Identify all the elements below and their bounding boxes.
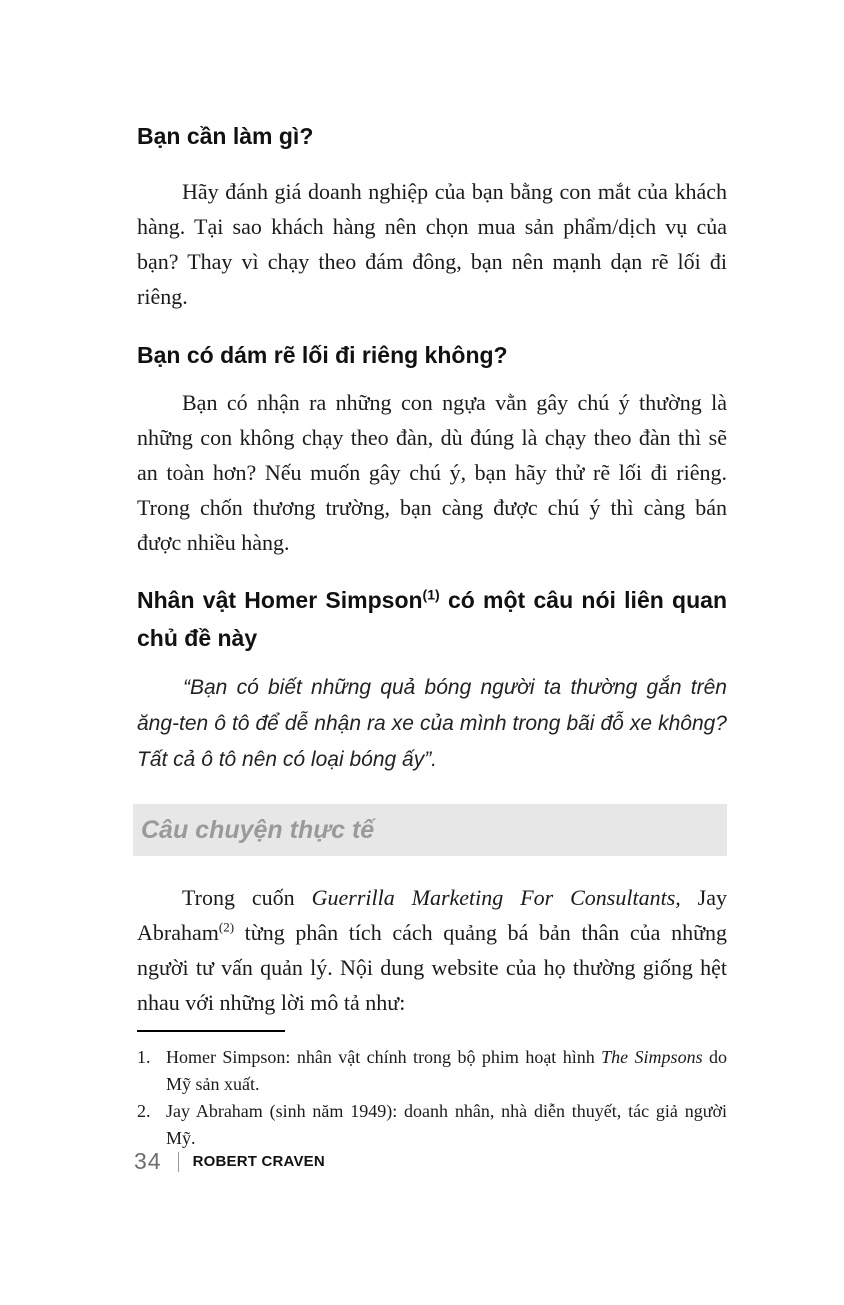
footnote-ref-2: (2) [218, 919, 235, 935]
footer-divider-bar [178, 1152, 179, 1172]
footnote-2 [137, 1098, 727, 1152]
story-text-post: từng phân tích cách quảng bá bản thân của những người tư vấn quản lý. Nội dung website của họ thường giống hệt nhau với những lời mô tả như: [137, 920, 727, 1015]
footnote-ref-1: (1) [422, 586, 440, 603]
page-footer [134, 1148, 325, 1175]
footnote-2-text [166, 1098, 727, 1152]
story-text-pre: Trong cuốn [182, 885, 312, 910]
book-author: ROBERT CRAVEN [192, 1153, 325, 1170]
footnote-2-text-pre: Jay Abraham (sinh năm 1949): doanh nhân, nhà diễn thuyết, tác giả người Mỹ. [166, 1101, 727, 1148]
homer-simpson-quote: “Bạn có biết những quả bóng người ta thường gắn trên ăng-ten ô tô để dễ nhận ra xe của mình trong bãi đỗ xe không? Tất cả ô tô nên có loại bóng ấy”. [137, 676, 727, 771]
page-number: 34 [134, 1148, 162, 1174]
footnote-1-text [166, 1044, 727, 1098]
paragraph-zebra: Bạn có nhận ra những con ngựa vằn gây chú ý thường là những con không chạy theo đàn, dù đúng là chạy theo đàn thì sẽ an toàn hơn? Nếu muốn gây chú ý, bạn hãy thử rẽ lối đi riêng. Trong chốn thương trường, bạn càng được chú ý thì càng bán được nhiều hàng. [137, 390, 727, 555]
story-box-title: Câu chuyện thực tế [141, 815, 375, 844]
section-heading-what-to-do: Bạn cần làm gì? [137, 123, 314, 149]
footnote-1-title-italic: The Simpsons [601, 1047, 703, 1067]
heading-text-post: có một câu nói liên quan chủ đề này [137, 587, 727, 651]
story-box-banner [133, 804, 727, 856]
footnote-2-number: 2. [137, 1101, 151, 1121]
paragraph-evaluate-business: Hãy đánh giá doanh nghiệp của bạn bằng con mắt của khách hàng. Tại sao khách hàng nên chọn mua sản phẩm/dịch vụ của bạn? Thay vì chạy theo đám đông, bạn nên mạnh dạn rẽ lối đi riêng. [137, 179, 727, 309]
footnote-1-text-post: do Mỹ sản xuất. [166, 1047, 727, 1094]
story-text-mid: Jay Abraham [137, 885, 728, 945]
heading-text-pre: Nhân vật Homer Simpson [137, 587, 423, 613]
footnote-divider [137, 1030, 285, 1032]
footnote-1-text-pre: Homer Simpson: nhân vật chính trong bộ phim hoạt hình [166, 1047, 602, 1067]
book-title-italic: Guerrilla Marketing For Consultants, [311, 885, 681, 910]
footnote-1 [137, 1044, 727, 1098]
section-heading-dare-own-path: Bạn có dám rẽ lối đi riêng không? [137, 342, 508, 368]
footnote-1-number: 1. [137, 1047, 151, 1067]
footnotes-section [137, 1030, 727, 1152]
section-heading-homer-simpson [137, 581, 727, 657]
paragraph-guerrilla-marketing [137, 880, 727, 1020]
